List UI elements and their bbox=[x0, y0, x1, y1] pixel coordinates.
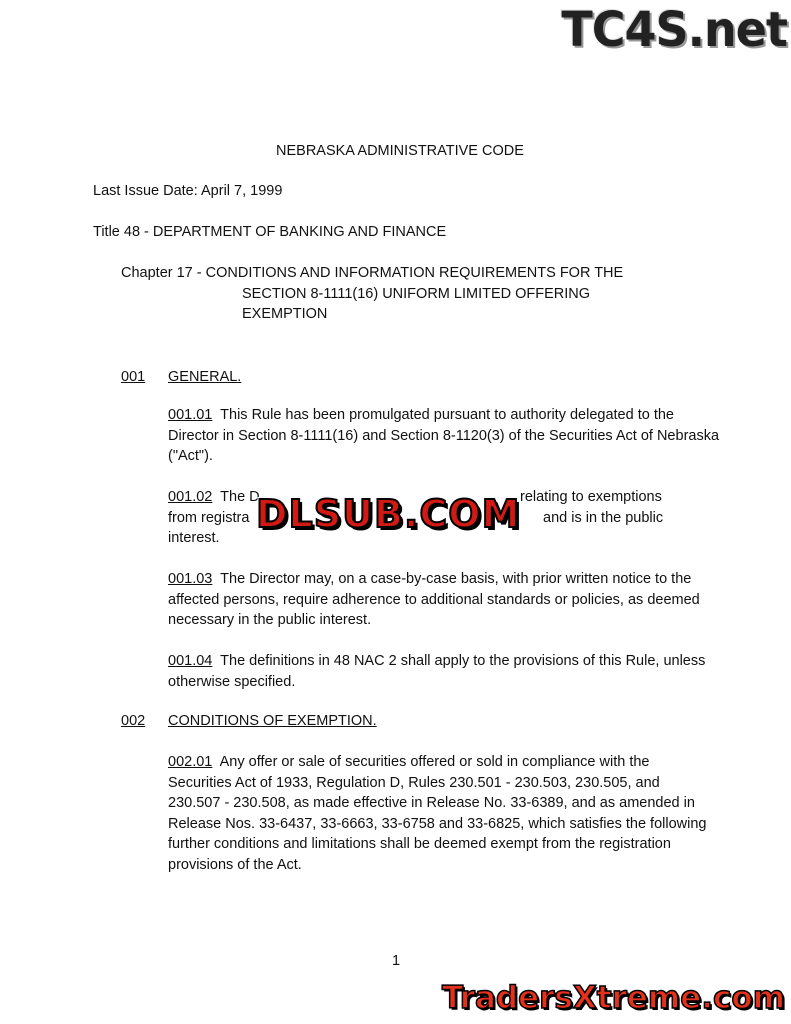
paragraph-text-fragment: interest. bbox=[168, 530, 220, 546]
title-line: Title 48 - DEPARTMENT OF BANKING AND FINANCE bbox=[93, 224, 447, 240]
paragraph-number: 001.04 bbox=[168, 653, 213, 669]
paragraph-002-01 bbox=[168, 752, 708, 875]
paragraph-text: The Director may, on a case-by-case basis, with prior written notice to the affected persons, require adherence to additional standards or policies, as deemed necessary in the public interest. bbox=[168, 571, 700, 628]
chapter-line-1: Chapter 17 - CONDITIONS AND INFORMATION REQUIREMENTS FOR THE bbox=[121, 265, 624, 281]
issue-date: Last Issue Date: April 7, 1999 bbox=[93, 183, 283, 199]
paragraph-001-01 bbox=[168, 405, 728, 467]
paragraph-text-fragment: from registra bbox=[168, 509, 250, 526]
paragraph-text-fragment: The D bbox=[220, 489, 260, 505]
page-number: 1 bbox=[392, 953, 401, 969]
paragraph-text: Any offer or sale of securities offered or sold in compliance with the Securities Act of 1933, Regulation D, Rules 230.501 - 230.503, 230.505, and 230.507 - 230.508, as made effective in Release No. 33-6389, and as amended in Release Nos. 33-6437, 33-6663, 33-6758 and 33-6825, which satisfies the following further conditions and limitations shall be deemed exempt from the registration provisions of the Act. bbox=[168, 754, 707, 873]
dlsub-watermark: DLSUB.COM bbox=[256, 492, 521, 536]
paragraph-number: 001.03 bbox=[168, 571, 213, 587]
section-001-number: 001 bbox=[121, 369, 146, 385]
section-001-heading: GENERAL. bbox=[168, 369, 242, 385]
paragraph-text: The definitions in 48 NAC 2 shall apply to the provisions of this Rule, unless otherwise specified. bbox=[168, 653, 706, 690]
section-002-number: 002 bbox=[121, 713, 146, 729]
code-title: NEBRASKA ADMINISTRATIVE CODE bbox=[276, 143, 524, 159]
paragraph-number: 001.02 bbox=[168, 489, 213, 505]
tradersxtreme-watermark: TradersXtreme.com bbox=[441, 980, 785, 1016]
paragraph-001-03 bbox=[168, 569, 728, 631]
paragraph-text: This Rule has been promulgated pursuant to authority delegated to the Director in Section 8-1111(16) and Section 8-1120(3) of the Securities Act of Nebraska ("Act"). bbox=[168, 407, 720, 464]
tc4s-watermark: TC4S.net bbox=[561, 0, 787, 58]
paragraph-001-04 bbox=[168, 651, 728, 692]
paragraph-number: 002.01 bbox=[168, 754, 213, 770]
paragraph-text-fragment: relating to exemptions bbox=[520, 489, 662, 505]
paragraph-number: 001.01 bbox=[168, 407, 213, 423]
section-002-heading: CONDITIONS OF EXEMPTION. bbox=[168, 713, 377, 729]
paragraph-text-fragment: and is in the public bbox=[543, 509, 664, 526]
chapter-line-2: SECTION 8-1111(16) UNIFORM LIMITED OFFERING bbox=[242, 286, 591, 302]
chapter-line-3: EXEMPTION bbox=[242, 306, 328, 322]
